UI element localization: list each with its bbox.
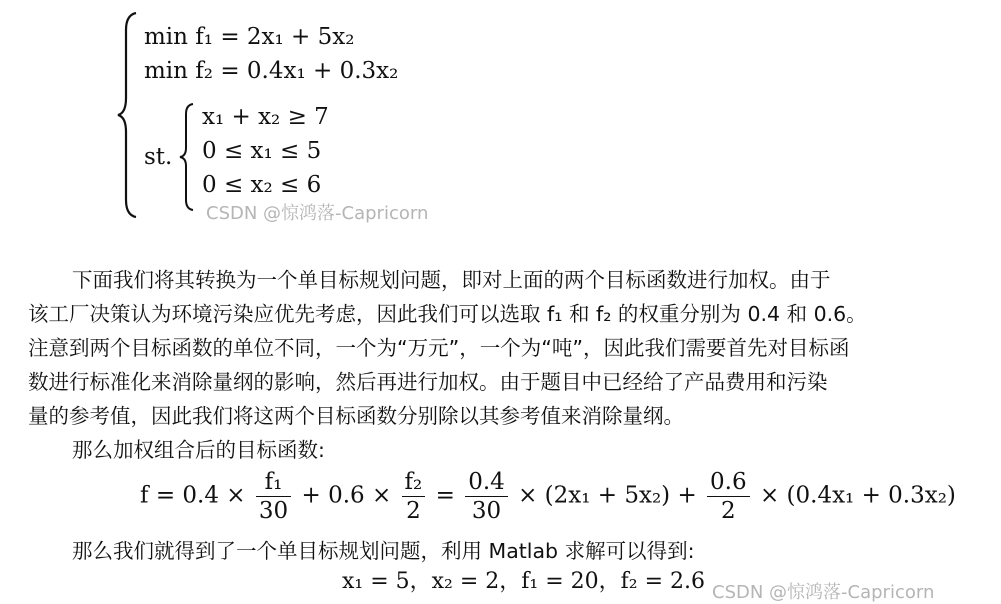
frac-num: 0.6 <box>707 468 750 497</box>
frac-den: 30 <box>471 498 502 524</box>
fraction-0.4-30 <box>465 468 508 525</box>
paragraph-line-5: 量的参考值，因此我们将这两个目标函数分别除以其参考值来消除量纲。 <box>28 404 684 428</box>
constraint-1: x₁ + x₂ ≥ 7 <box>202 104 329 130</box>
paragraph-line-3: 注意到两个目标函数的单位不同，一个为“万元”，一个为“吨”，因此我们需要首先对目标函 <box>28 336 850 360</box>
paragraph-weighted-intro: 那么加权组合后的目标函数: <box>72 438 325 462</box>
eq-term2: × (0.4x₁ + 0.3x₂) <box>759 482 956 509</box>
frac-den: 2 <box>406 498 421 524</box>
constraint-2: 0 ≤ x₁ ≤ 5 <box>202 138 322 164</box>
eq-term1: × (2x₁ + 5x₂) + <box>518 482 697 509</box>
watermark-bottom: CSDN @惊鸿落-Capricorn <box>712 582 935 603</box>
paragraph-line-4: 数进行标准化来消除量纲的影响，然后再进行加权。由于题目中已经给了产品费用和污染 <box>28 370 828 394</box>
eq-lhs: f = 0.4 × <box>140 482 246 509</box>
paragraph-line-2: 该工厂决策认为环境污染应优先考虑，因此我们可以选取 f₁ 和 f₂ 的权重分别为 0.4 和 0.6。 <box>28 302 867 326</box>
result-values: x₁ = 5，x₂ = 2，f₁ = 20，f₂ = 2.6 <box>342 569 706 594</box>
fraction-0.6-2 <box>707 468 750 525</box>
frac-num: 0.4 <box>465 468 508 497</box>
eq-equals: = <box>435 482 455 509</box>
constraints-label: st. <box>144 144 173 170</box>
body-paragraph <box>28 263 978 467</box>
fraction-f2-2 <box>402 468 426 525</box>
frac-den: 30 <box>258 498 289 524</box>
frac-num: f₂ <box>402 468 426 497</box>
paragraph-result-intro: 那么我们就得到了一个单目标规划问题，利用 Matlab 求解可以得到: <box>72 539 695 563</box>
objective-1: min f₁ = 2x₁ + 5x₂ <box>144 24 355 50</box>
eq-mid: + 0.6 × <box>301 482 392 509</box>
frac-num: f₁ <box>256 468 291 497</box>
objective-2: min f₂ = 0.4x₁ + 0.3x₂ <box>144 58 399 84</box>
inner-brace-icon <box>178 102 196 212</box>
optimization-system <box>116 10 536 220</box>
constraint-3: 0 ≤ x₂ ≤ 6 <box>202 172 322 198</box>
paragraph-line-1: 下面我们将其转换为一个单目标规划问题，即对上面的两个目标函数进行加权。由于 <box>72 268 831 292</box>
frac-den: 2 <box>721 498 736 524</box>
outer-brace-icon <box>116 10 140 220</box>
watermark-top: CSDN @惊鸿落-Capricorn <box>206 203 429 224</box>
fraction-f1-30 <box>256 468 291 525</box>
weighted-equation <box>140 468 956 525</box>
